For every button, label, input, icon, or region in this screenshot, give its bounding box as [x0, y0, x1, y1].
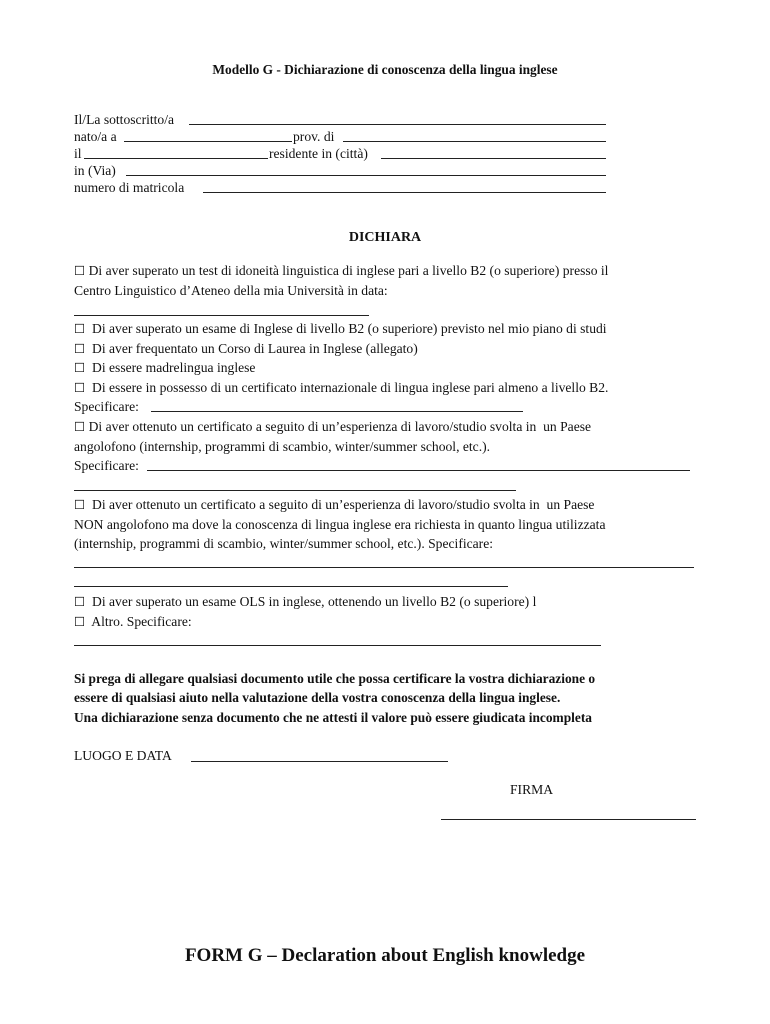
- specificare-label-1: Specificare:: [74, 399, 139, 414]
- option-test-idoneita: [74, 262, 770, 280]
- matricola-field[interactable]: [203, 192, 606, 193]
- date-of-birth-field[interactable]: [84, 158, 268, 159]
- nato-field[interactable]: [124, 141, 292, 142]
- option-paese-anglofono: [74, 418, 770, 436]
- test-date-field[interactable]: [74, 315, 369, 316]
- sottoscritto-label: Il/La sottoscritto/a: [74, 112, 175, 127]
- option-paese-non-anglofono: [74, 496, 770, 514]
- option-test-idoneita-text: Di aver superato un test di idoneità linguistica di inglese pari a livello B2 (o superiore) presso il: [85, 263, 609, 278]
- altro-field[interactable]: [74, 645, 601, 646]
- note-line-3: Una dichiarazione senza documento che ne attesti il valore può essere giudicata incompleta: [74, 710, 592, 725]
- note-line-2: essere di qualsiasi aiuto nella valutazione della vostra conoscenza della lingua inglese.: [74, 690, 561, 705]
- page-title: Modello G - Dichiarazione di conoscenza della lingua inglese: [212, 62, 558, 77]
- specificare-label-2: Specificare:: [74, 458, 139, 473]
- specificare-field-3[interactable]: [74, 567, 694, 568]
- firma-field[interactable]: [441, 819, 696, 820]
- option-paese-anglofono-text: Di aver ottenuto un certificato a seguito di un’esperienza di lavoro/studio svolta in un Paese: [85, 419, 592, 434]
- prov-field[interactable]: [343, 141, 606, 142]
- luogo-data-label: LUOGO E DATA: [74, 748, 172, 763]
- option-esame-ols: [74, 593, 770, 611]
- residente-field[interactable]: [381, 158, 606, 159]
- option-certificato-internazionale: [74, 379, 770, 397]
- residente-label: residente in (città): [269, 146, 368, 161]
- option-paese-non-anglofono-text: Di aver ottenuto un certificato a seguito di un’esperienza di lavoro/studio svolta in un Paese: [85, 497, 595, 512]
- english-form-title: FORM G – Declaration about English knowledge: [184, 945, 586, 966]
- option-esame-ols-text: Di aver superato un esame OLS in inglese, ottenendo un livello B2 (o superiore) l: [85, 594, 537, 609]
- option-esame-inglese: [74, 320, 770, 338]
- checkbox-esame-ols[interactable]: ☐: [74, 594, 86, 609]
- specificare-field-1[interactable]: [151, 411, 523, 412]
- checkbox-test-idoneita[interactable]: ☐: [74, 263, 86, 278]
- option-paese-anglofono-line2: angolofono (internship, programmi di scambio, winter/summer school, etc.).: [74, 439, 491, 454]
- nato-label: nato/a a: [74, 129, 117, 144]
- option-madrelingua: [74, 359, 770, 377]
- option-paese-non-anglofono-line2: NON angolofono ma dove la conoscenza di lingua inglese era richiesta in quanto lingua utilizzata: [74, 517, 606, 532]
- checkbox-certificato-internazionale[interactable]: ☐: [74, 380, 86, 395]
- checkbox-paese-anglofono[interactable]: ☐: [74, 419, 86, 434]
- via-field[interactable]: [126, 175, 606, 176]
- dichiara-heading: DICHIARA: [348, 230, 422, 245]
- via-label: in (Via): [74, 163, 116, 178]
- specificare-field-2[interactable]: [147, 470, 690, 471]
- specificare-field-3b[interactable]: [74, 586, 508, 587]
- matricola-label: numero di matricola: [74, 180, 185, 195]
- checkbox-paese-non-anglofono[interactable]: ☐: [74, 497, 86, 512]
- option-corso-laurea-text: Di aver frequentato un Corso di Laurea in Inglese (allegato): [85, 341, 418, 356]
- il-label: il: [74, 146, 82, 161]
- option-paese-non-anglofono-line3: (internship, programmi di scambio, winter/summer school, etc.). Specificare:: [74, 536, 494, 551]
- prov-label: prov. di: [293, 129, 335, 144]
- option-corso-laurea: [74, 340, 770, 358]
- checkbox-esame-inglese[interactable]: ☐: [74, 321, 86, 336]
- option-test-idoneita-line2: Centro Linguistico d’Ateneo della mia Università in data:: [74, 283, 388, 298]
- checkbox-madrelingua[interactable]: ☐: [74, 360, 86, 375]
- checkbox-altro[interactable]: ☐: [74, 614, 86, 629]
- option-esame-inglese-text: Di aver superato un esame di Inglese di livello B2 (o superiore) previsto nel mio piano di studi: [85, 321, 607, 336]
- specificare-field-2b[interactable]: [74, 490, 516, 491]
- option-certificato-internazionale-text: Di essere in possesso di un certificato internazionale di lingua inglese pari almeno a livello B2.: [85, 380, 609, 395]
- luogo-data-field[interactable]: [191, 761, 448, 762]
- checkbox-corso-laurea[interactable]: ☐: [74, 341, 86, 356]
- sottoscritto-field[interactable]: [189, 124, 606, 125]
- option-madrelingua-text: Di essere madrelingua inglese: [85, 360, 256, 375]
- note-line-1: Si prega di allegare qualsiasi documento utile che possa certificare la vostra dichiarazione o: [74, 671, 596, 686]
- option-altro: [74, 613, 770, 631]
- firma-label: FIRMA: [510, 782, 554, 797]
- option-altro-text: Altro. Specificare:: [85, 614, 192, 629]
